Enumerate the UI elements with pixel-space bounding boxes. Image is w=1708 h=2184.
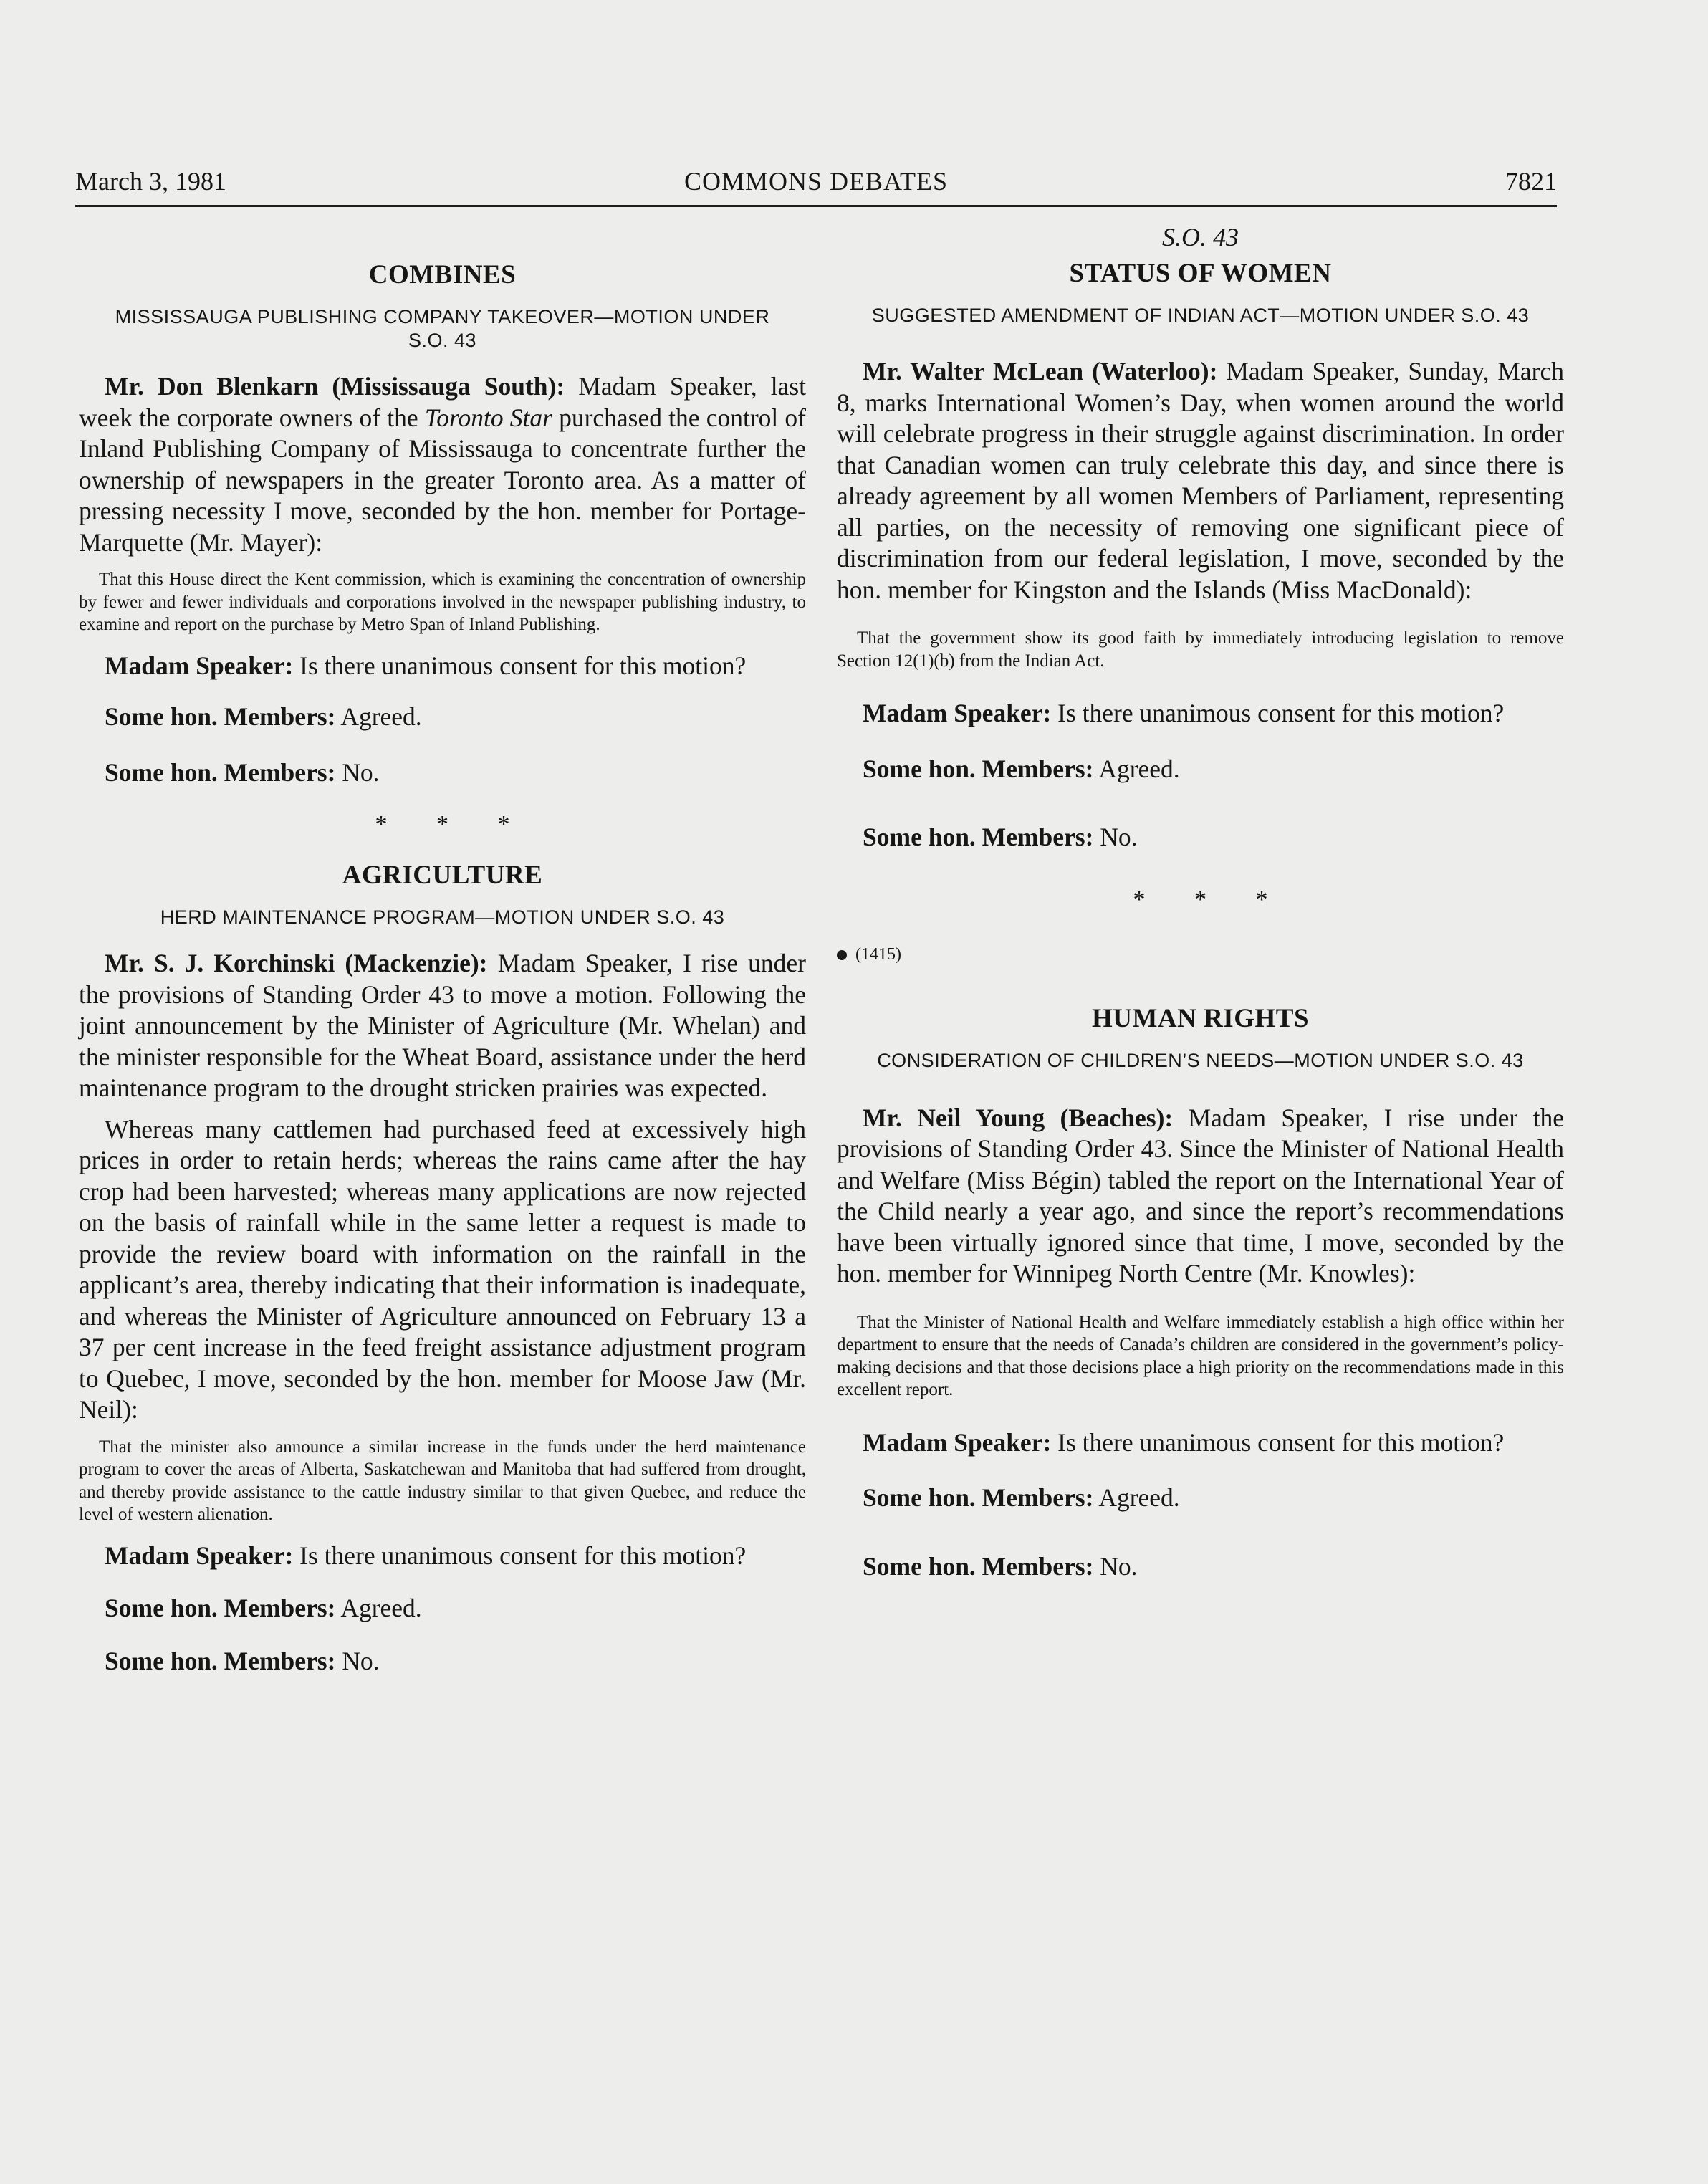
subheading-agriculture: HERD MAINTENANCE PROGRAM—MOTION UNDER S.O. 43 xyxy=(160,906,725,928)
motion-text-combines: That this House direct the Kent commission, which is examining the concentration of ownership by fewer and fewer individuals and corporations involved in the newspaper publishing industry, to examine and report on the purchase by Metro Span of Inland Publishing. xyxy=(79,570,806,634)
section-separator: * * * xyxy=(1133,886,1290,913)
speech-text: Madam Speaker, I rise under the provisions of Standing Order 43. Since the Minister of National Health and Welfare (Miss Bégin) tabled the report on the International Year of the Child nearly a year ago, and since the report’s recommendations have been virtually ignored since that time, I move, seconded by the hon. member for Winnipeg North Centre (Mr. Knowles): xyxy=(837,1103,1565,1288)
response-text: No. xyxy=(1093,1551,1138,1581)
header-publication-title: COMMONS DEBATES xyxy=(683,167,949,196)
consent-question xyxy=(837,698,1564,729)
motion-text-human-rights: That the Minister of National Health and Welfare immediately establish a high office within her department to ensure that the needs of Canada’s children are considered in the government’s policy-making decisions and that those decisions place a high priority on the recommendations made in this excellent report. xyxy=(837,1312,1564,1399)
motion-text-status-of-women: That the government show its good faith by immediately introducing legislation to remove Section 12(1)(b) from the Indian Act. xyxy=(837,628,1564,671)
speech-text: Is there unanimous consent for this motion? xyxy=(293,651,747,680)
speaker-name: Some hon. Members: xyxy=(105,1594,336,1622)
speech-text: purchased the control of Inland Publishing Company of Mississauga to concentrate further the ownership of newspapers in the greater Toronto area. As a matter of pressing necessity I move, seconded by the hon. member for Portage-Marquette (Mr. Mayer): xyxy=(79,403,806,557)
left-column xyxy=(79,215,806,1677)
speech-text: Is there unanimous consent for this motion? xyxy=(1051,699,1505,727)
speaker-name: Mr. Neil Young (Beaches): xyxy=(863,1103,1174,1132)
bullet-icon xyxy=(837,950,847,960)
response-no xyxy=(79,757,806,789)
speaker-name: Madam Speaker: xyxy=(863,699,1052,727)
header-rule xyxy=(75,205,1557,207)
response-no xyxy=(837,822,1564,853)
response-text: No. xyxy=(335,1646,380,1675)
response-text: No. xyxy=(335,757,380,787)
time-marker xyxy=(837,945,1564,964)
speaker-name: Mr. Don Blenkarn (Mississauga South): xyxy=(105,372,565,401)
response-text: Agreed. xyxy=(335,702,422,731)
section-heading-status-of-women: STATUS OF WOMEN xyxy=(1069,259,1332,288)
speaker-name: Some hon. Members: xyxy=(863,754,1094,783)
speech-text: Madam Speaker, Sunday, March 8, marks International Women’s Day, when women around the world will celebrate progress in their struggle against discrimination. In order that Canadian women can truly celebrate this day, and since there is already agreement by all women Members of Parliament, representing all parties, on the necessity of removing one significant piece of discrimination from our federal legislation, I move, seconded by the hon. member for Kingston and the Islands (Miss MacDonald): xyxy=(837,357,1564,604)
right-column xyxy=(837,215,1564,1582)
response-no xyxy=(837,1551,1564,1583)
speech-text: Madam Speaker, I rise under the provisions of Standing Order 43 to move a motion. Following the joint announcement by the Minister of Agriculture (Mr. Whelan) and the minister responsible for the Wheat Board, assistance under the herd maintenance program to the drought stricken prairies was expected. xyxy=(79,949,806,1102)
speech-korchinski xyxy=(79,948,806,1104)
section-separator: * * * xyxy=(375,811,532,838)
subheading-combines: MISSISSAUGA PUBLISHING COMPANY TAKEOVER—MOTION UNDER S.O. 43 xyxy=(115,306,770,351)
response-text: No. xyxy=(1093,823,1138,851)
header-date: March 3, 1981 xyxy=(75,167,226,196)
time-marker-text: (1415) xyxy=(855,944,901,964)
header-page-number: 7821 xyxy=(1505,167,1557,196)
speaker-name: Some hon. Members: xyxy=(105,1646,336,1675)
speaker-name: Madam Speaker: xyxy=(863,1427,1052,1457)
section-heading-human-rights: HUMAN RIGHTS xyxy=(1091,1003,1310,1033)
speech-blenkarn xyxy=(79,371,806,558)
response-agreed xyxy=(79,701,806,733)
consent-question xyxy=(79,1541,806,1572)
speaker-name: Some hon. Members: xyxy=(105,757,336,787)
speaker-name: Some hon. Members: xyxy=(105,702,336,731)
response-agreed xyxy=(79,1593,806,1624)
subheading-human-rights: CONSIDERATION OF CHILDREN’S NEEDS—MOTION UNDER S.O. 43 xyxy=(877,1049,1524,1071)
standing-order-label: S.O. 43 xyxy=(1162,223,1239,252)
response-text: Agreed. xyxy=(1093,1483,1180,1512)
speaker-name: Madam Speaker: xyxy=(105,651,294,680)
section-heading-combines: COMBINES xyxy=(368,260,517,289)
speaker-name: Mr. S. J. Korchinski (Mackenzie): xyxy=(105,949,488,977)
speaker-name: Mr. Walter McLean (Waterloo): xyxy=(863,357,1218,385)
response-agreed xyxy=(837,1483,1564,1514)
response-agreed xyxy=(837,754,1564,785)
response-text: Agreed. xyxy=(335,1594,422,1622)
speech-korchinski-continued: Whereas many cattlemen had purchased feed at excessively high prices in order to retain herds; whereas the rains came after the hay crop had been harvested; whereas many applications are now rejected on the basis of rainfall while in the same letter a request is made to provide the review board with information on the rainfall in the applicant’s area, thereby indicating that their information is inadequate, and whereas the Minister of Agriculture announced on February 13 a 37 per cent increase in the feed freight assistance adjustment program to Quebec, I move, seconded by the hon. member for Moose Jaw (Mr. Neil): xyxy=(79,1114,806,1424)
speech-mclean xyxy=(837,356,1564,605)
speaker-name: Madam Speaker: xyxy=(105,1541,294,1570)
response-no xyxy=(79,1646,806,1677)
response-text: Agreed. xyxy=(1093,754,1180,783)
consent-question xyxy=(837,1427,1564,1459)
speaker-name: Some hon. Members: xyxy=(863,1483,1094,1512)
section-heading-agriculture: AGRICULTURE xyxy=(342,861,543,890)
motion-text-agriculture: That the minister also announce a similar increase in the funds under the herd maintenance program to cover the areas of Alberta, Saskatchewan and Manitoba that had suffered from drought, and thereby provide assistance to the cattle industry similar to that given Quebec, and reduce the level of western alienation. xyxy=(79,1437,806,1524)
speaker-name: Some hon. Members: xyxy=(863,1551,1094,1581)
running-header xyxy=(75,166,1557,202)
newspaper-name: Toronto Star xyxy=(424,403,552,432)
speech-text: Is there unanimous consent for this motion? xyxy=(293,1541,747,1570)
speech-young xyxy=(837,1103,1564,1290)
subheading-status-of-women: SUGGESTED AMENDMENT OF INDIAN ACT—MOTION UNDER S.O. 43 xyxy=(871,305,1530,326)
consent-question xyxy=(79,651,806,682)
speaker-name: Some hon. Members: xyxy=(863,823,1094,851)
speech-text: Madam Speaker, last week the corporate owners of the xyxy=(79,372,806,432)
speech-text: Is there unanimous consent for this motion? xyxy=(1051,1427,1505,1457)
